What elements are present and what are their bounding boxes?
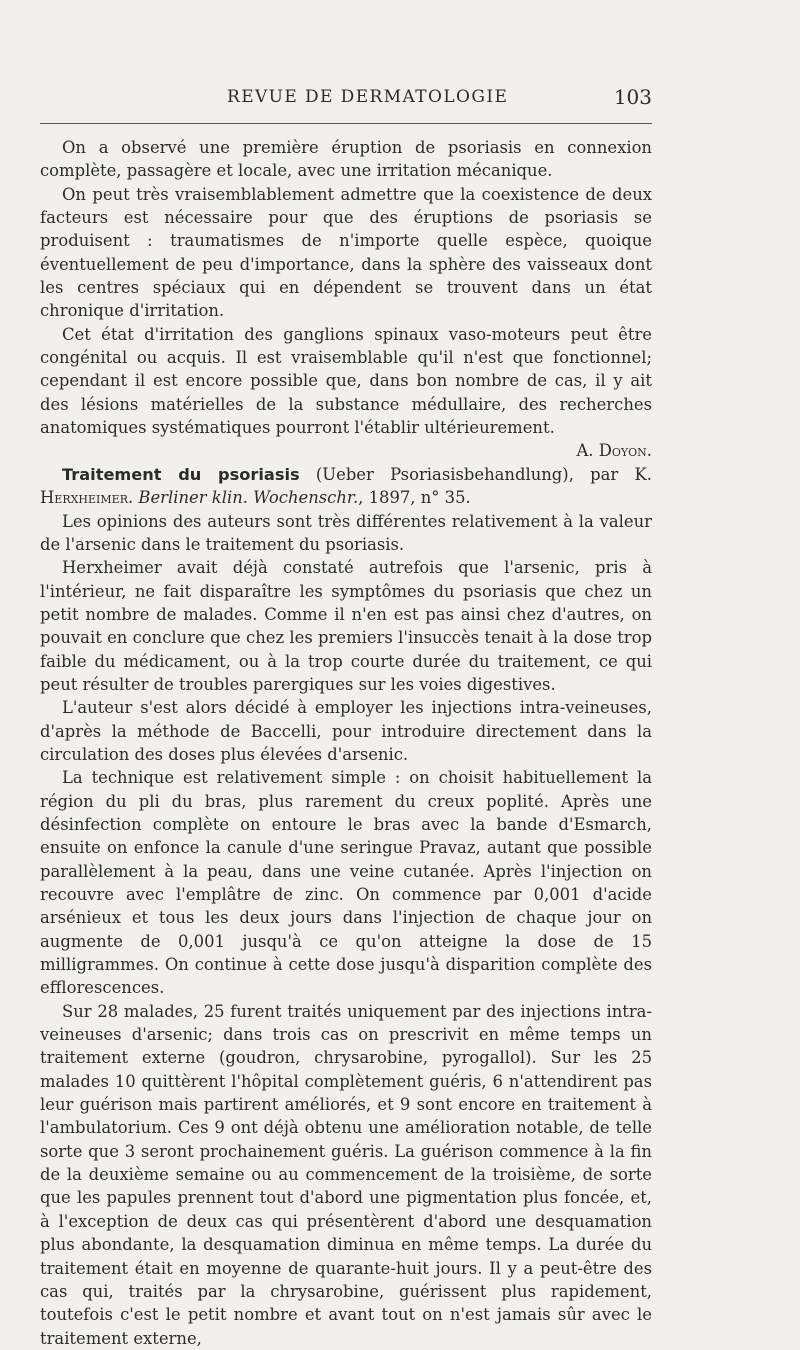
paragraph-7: La technique est relativement simple : on choisit habituellement la région du pli du bras, plus rarement du creux poplité. Après une désinfection complète on entoure le bras avec la bande d'Esmarch, ensuite on enfonce la canule d'une seringue Pravaz, autant que possible parallèlement à la peau, dans une veine cutanée. Après l'injection on recouvre avec l'emplâtre de zinc. On commence par 0,001 d'acide arsénieux et tous les deux jours dans l'injection de chaque jour on augmente de 0,001 jusqu'à ce qu'on atteigne la dose de 15 milligrammes. On continue à cette dose jusqu'à disparition complète des efflorescences.	[40, 768, 652, 998]
header-rule	[40, 123, 652, 124]
paragraph-2: On peut très vraisemblablement admettre que la coexistence de deux facteurs est nécessaire pour que des éruptions de psoriasis se produisent : traumatismes de n'importe quelle espèce, quoique éventuellement de peu d'importance, dans la sphère des vaisseaux dont les centres spéciaux qui en dépendent se trouvent dans un état chronique d'irritation.	[40, 184, 652, 321]
section-original-title: (Ueber Psoriasisbehandlung), par	[315, 464, 619, 484]
section-heading	[40, 463, 652, 510]
paragraph-4: Les opinions des auteurs sont très différentes relativement à la valeur de l'arsenic dans le traitement du psoriasis.	[40, 511, 652, 554]
paragraph-5: Herxheimer avait déjà constaté autrefois que l'arsenic, pris à l'intérieur, ne fait disparaître les symptômes du psoriasis que chez un petit nombre de malades. Comme il n'en est pas ainsi chez d'autres, on pouvait en conclure que chez les premiers l'insuccès tenait à la dose trop faible du médicament, ou à la trop courte durée du traitement, ce qui peut résulter de troubles parergiques sur les voies digestives.	[40, 558, 652, 694]
paragraph-6: L'auteur s'est alors décidé à employer les injections intra-veineuses, d'après la méthode de Baccelli, pour introduire directement dans la circulation des doses plus élevées d'arsenic.	[40, 698, 652, 764]
paragraph-3: Cet état d'irritation des ganglions spinaux vaso-moteurs peut être congénital ou acquis. Il est vraisemblable qu'il n'est que fonctionnel; cependant il est encore possible que, dans bon nombre de cas, il y ait des lésions matérielles de la substance médullaire, des recherches anatomiques systématiques pourront l'établir ultérieurement.	[40, 324, 652, 438]
signature	[40, 439, 652, 462]
page-header	[40, 85, 652, 115]
section-author: K. Herxheimer.	[40, 464, 652, 508]
section-journal: Berliner klin. Wochenschr.	[138, 488, 359, 508]
page-number: 103	[613, 85, 652, 109]
running-title: REVUE DE DERMATOLOGIE	[227, 87, 509, 107]
section-reference: , 1897, n° 35.	[358, 488, 471, 508]
paragraph-8: Sur 28 malades, 25 furent traités uniquement par des injections intra-veineuses d'arsenic; dans trois cas on prescrivit en même temps un traitement externe (goudron, chrysarobine, pyrogallol). Sur les 25 malades 10 quittèrent l'hôpital complètement guéris, 6 n'attendirent pas leur guérison mais partirent améliorés, et 9 sont encore en traitement à l'ambulatorium. Ces 9 ont déjà obtenu une amélioration notable, de telle sorte que 3 seront prochainement guéris. La guérison commence à la fin de la deuxième semaine ou au commencement de la troisième, de sorte que les papules prennent tout d'abord une pigmentation plus foncée, et, à l'exception de deux cas qui présentèrent d'abord une desquamation plus abondante, la desquamation diminua en même temps. La durée du traitement était en moyenne de quarante-huit jours. Il y a peut-être des cas qui, traités par la chrysarobine, guérissent plus rapidement, toutefois c'est le petit nombre et avant tout on n'est jamais sûr avec le traitement externe,	[40, 1001, 652, 1348]
section-title: Traitement du psoriasis	[62, 464, 300, 484]
article-text	[40, 136, 652, 1350]
signature-name: A. Doyon.	[576, 441, 652, 461]
paragraph-1: On a observé une première éruption de psoriasis en connexion complète, passagère et locale, avec une irritation mécanique.	[40, 138, 652, 181]
